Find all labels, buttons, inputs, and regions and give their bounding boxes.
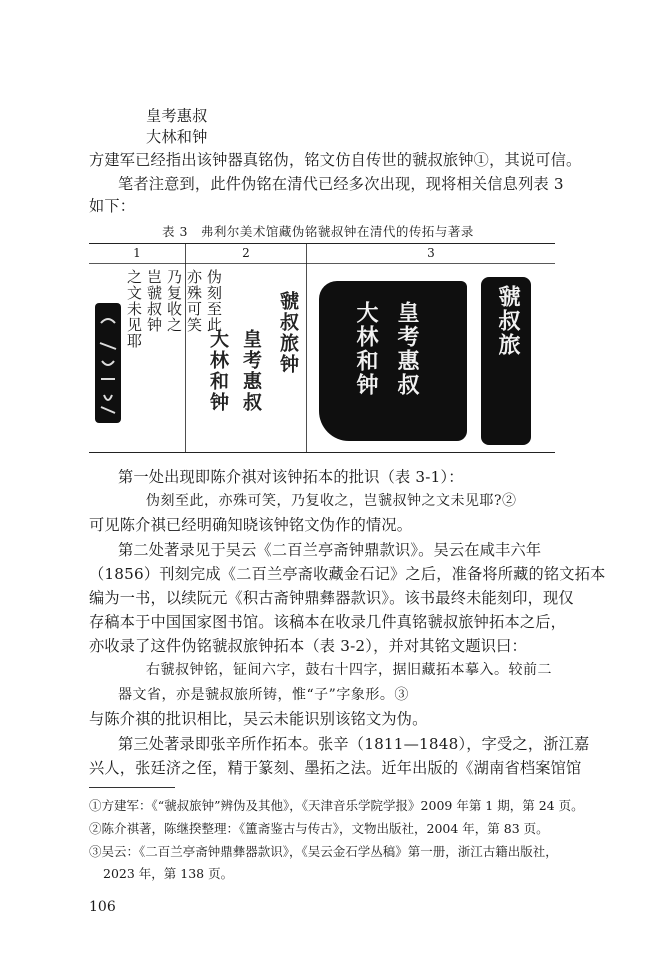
paragraph-5-line-2: （1856）刊刻完成《二百兰亭斋收藏金石记》之后，准备将所藏的铭文拓本	[89, 565, 606, 583]
cell3-large-col-b: 大林和钟	[353, 301, 379, 397]
cell3-large-col-a: 皇考惠叔	[394, 301, 420, 397]
page-number: 106	[89, 899, 116, 915]
paragraph-2-line-2: 如下：	[89, 197, 136, 215]
cell2-inscription-lower	[205, 329, 265, 439]
paragraph-6: 与陈介祺的批识相比，吴云未能识别该铭文为伪。	[89, 710, 428, 728]
footnote-1: ①方建军：《“虢叔旅钟”辨伪及其他》，《天津音乐学院学报》2009 年第 1 期，第 24 页。	[89, 798, 584, 813]
paragraph-1: 方建军已经指出该钟器真铭伪，铭文仿自传世的虢叔旅钟①，其说可信。	[89, 151, 582, 169]
footnote-3-line-2: 2023 年，第 138 页。	[103, 866, 234, 881]
footnote-3-line-1: ③吴云：《二百兰亭斋钟鼎彝器款识》，《吴云金石学丛稿》第一册，浙江古籍出版社，	[89, 844, 558, 859]
footnote-divider	[89, 787, 175, 788]
paragraph-5-line-4: 存稿本于中国国家图书馆。该稿本在收录几件真铭虢叔旅钟拓本之后，	[89, 613, 567, 631]
cell3-large-inscription	[351, 301, 423, 397]
annotation-col-1: 伪刻至此	[205, 269, 223, 333]
cell3-small-col: 虢叔旅	[495, 285, 521, 357]
rubbings-table	[89, 243, 555, 453]
annotation-col-2: 亦殊可笑	[185, 269, 203, 333]
table-header-2: 2	[242, 246, 250, 260]
verse-line-2: 大林和钟	[146, 128, 208, 146]
cell2-col-c: 大林和钟	[207, 329, 229, 413]
quote-2-line-1: 右虢叔钟铭，钲间六字，鼓右十四字，据旧藏拓本摹入。较前二	[146, 662, 552, 678]
quote-1: 伪刻至此，亦殊可笑，乃复收之，岂虢叔钟之文未见耶?②	[146, 493, 517, 509]
footnote-2: ②陈介祺著，陈继揆整理：《簠斋鉴古与传古》，文物出版社，2004 年，第 83 页。	[89, 821, 549, 836]
paragraph-4: 可见陈介祺已经明确知晓该钟铭文伪作的情况。	[89, 516, 413, 534]
table-header-3: 3	[427, 246, 435, 260]
paragraph-7-line-2: 兴人，张廷济之侄，精于篆刻、墨拓之法。近年出版的《湖南省档案馆馆	[89, 759, 582, 777]
paragraph-3: 第一处出现即陈介祺对该钟拓本的批识（表 3-1）：	[118, 468, 464, 486]
table-header-1: 1	[133, 246, 141, 260]
annotation-col-3: 乃复收之	[165, 269, 183, 333]
table-caption: 表 3 弗利尔美术馆藏伪铭虢叔钟在清代的传拓与著录	[162, 224, 474, 239]
cell1-rubbing-marks	[95, 303, 121, 423]
paragraph-5-line-5: 亦收录了这件伪铭虢叔旅钟拓本（表 3-2），并对其铭文题识曰：	[89, 637, 527, 655]
paragraph-5-line-1: 第二处著录见于吴云《二百兰亭斋钟鼎款识》。吴云在咸丰六年	[118, 541, 542, 559]
annotation-col-5: 之文未见耶	[125, 269, 143, 349]
cell2-col-b: 皇考惠叔	[240, 329, 262, 413]
paragraph-5-line-3: 编为一书，以续阮元《积古斋钟鼎彝器款识》。该书最终未能刻印，现仅	[89, 589, 574, 607]
verse-line-1: 皇考惠叔	[146, 107, 208, 125]
quote-2-line-2: 器文省，亦是虢叔旅所铸，惟“子”字象形。③	[118, 687, 409, 703]
paragraph-7-line-1: 第三处著录即张辛所作拓本。张辛（1811—1848），字受之，浙江嘉	[118, 735, 590, 753]
annotation-col-4: 岂虢叔钟	[145, 269, 163, 333]
paragraph-2-line-1: 笔者注意到，此件伪铭在清代已经多次出现，现将相关信息列表 3	[118, 175, 564, 193]
cell2-col-a: 虢叔旅钟	[277, 291, 299, 375]
